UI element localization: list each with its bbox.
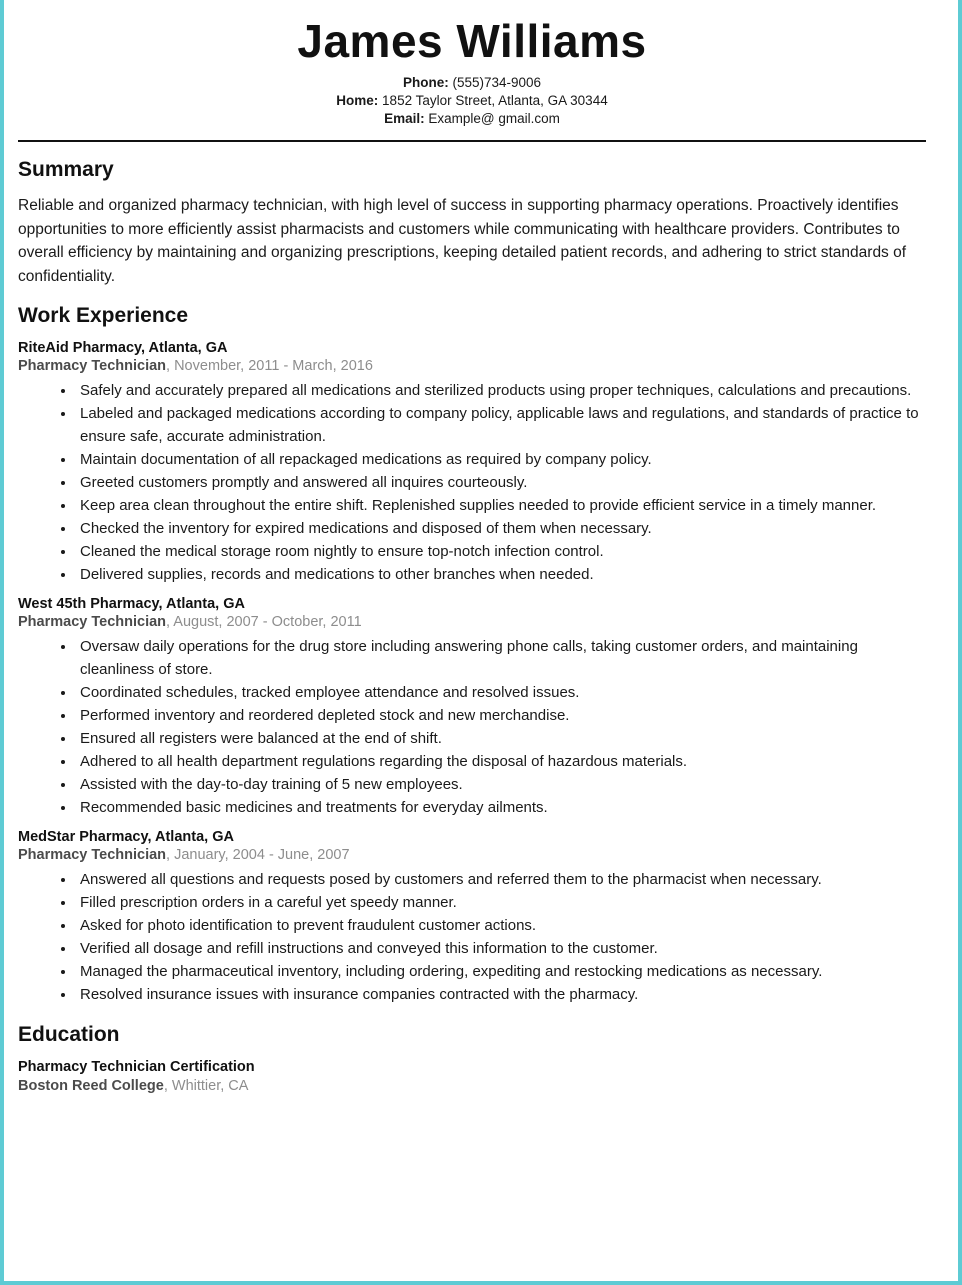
job-meta — [18, 358, 926, 374]
job-bullet: • Labeled and packaged medications according to company policy, applicable laws and regulations, and standards of practice to ensure safe, accurate administration. — [76, 403, 926, 448]
job-bullet: • Keep area clean throughout the entire shift. Replenished supplies needed to provide efficient service in a timely manner. — [76, 495, 926, 518]
job-bullet: • Maintain documentation of all repackaged medications as required by company policy. — [76, 449, 926, 472]
job-dates: , August, 2007 - October, 2011 — [166, 614, 362, 630]
job-meta — [18, 614, 926, 630]
section-title-summary: Summary — [18, 158, 114, 181]
section-title-work-experience: Work Experience — [18, 304, 189, 327]
summary-text: Reliable and organized pharmacy technician, with high level of success in supporting pharmacy operations. Proactively identifies opportunities to more efficiently assist pharmacists and customers while communicating with healthcare providers. Contributes to overall efficiency by maintaining and organizing prescriptions, keeping detailed patient records, and adhering to strict standards of confidentiality. — [18, 197, 907, 285]
education-school-line — [18, 1078, 926, 1094]
home-label: Home: — [336, 93, 379, 108]
job-role: Pharmacy Technician — [18, 614, 167, 630]
resume-content — [18, 0, 926, 1094]
job-bullet: • Cleaned the medical storage room nightly to ensure top-notch infection control. — [76, 541, 926, 564]
email-value: Example@ gmail.com — [424, 111, 560, 126]
job-meta — [18, 847, 926, 863]
phone-label: Phone: — [402, 75, 449, 90]
job-bullets — [18, 869, 926, 1007]
job-dates: , January, 2004 - June, 2007 — [166, 847, 350, 863]
education-credential: Pharmacy Technician Certification — [18, 1058, 255, 1075]
job-company: RiteAid Pharmacy, Atlanta, GA — [18, 340, 228, 356]
education-entry — [18, 1059, 926, 1094]
job-bullet: • Answered all questions and requests posed by customers and referred them to the pharmacist when necessary. — [76, 869, 926, 892]
job-bullet: • Filled prescription orders in a careful yet speedy manner. — [76, 892, 926, 915]
job-bullet: • Coordinated schedules, tracked employee attendance and resolved issues. — [76, 682, 926, 705]
job-dates: , November, 2011 - March, 2016 — [166, 358, 373, 374]
job-bullet: • Verified all dosage and refill instructions and conveyed this information to the customer. — [76, 938, 926, 961]
home-value: 1852 Taylor Street, Atlanta, GA 30344 — [378, 93, 608, 108]
right-accent-bar — [958, 0, 962, 1285]
job-bullet: • Resolved insurance issues with insurance companies contracted with the pharmacy. — [76, 984, 926, 1007]
job-bullet: • Ensured all registers were balanced at the end of shift. — [76, 728, 926, 751]
job-bullet: • Managed the pharmaceutical inventory, including ordering, expediting and restocking medications as necessary. — [76, 961, 926, 984]
job-bullet: • Adhered to all health department regulations regarding the disposal of hazardous materials. — [76, 751, 926, 774]
section-title-education: Education — [18, 1022, 120, 1046]
job-company: West 45th Pharmacy, Atlanta, GA — [18, 596, 245, 612]
contact-home — [18, 92, 926, 110]
job-role: Pharmacy Technician — [18, 847, 167, 863]
header-divider — [18, 140, 926, 142]
job-bullet: • Asked for photo identification to prevent fraudulent customer actions. — [76, 915, 926, 938]
bottom-accent-bar — [0, 1281, 962, 1285]
job-bullet: • Safely and accurately prepared all medications and sterilized products using proper techniques, calculations and precautions. — [76, 380, 926, 403]
job-bullet: • Checked the inventory for expired medications and disposed of them when necessary. — [76, 518, 926, 541]
job-entry — [18, 829, 926, 1007]
contact-email — [18, 110, 926, 128]
job-bullet: • Performed inventory and reordered depleted stock and new merchandise. — [76, 705, 926, 728]
education-school: Boston Reed College — [18, 1077, 164, 1094]
job-bullet: • Greeted customers promptly and answered all inquires courteously. — [76, 472, 926, 495]
job-bullet: • Recommended basic medicines and treatments for everyday ailments. — [76, 797, 926, 820]
contact-phone — [18, 74, 926, 92]
job-role: Pharmacy Technician — [18, 358, 167, 374]
job-bullet: • Oversaw daily operations for the drug store including answering phone calls, taking customer orders, and maintaining cleanliness of store. — [76, 636, 926, 681]
phone-value: (555)734-9006 — [448, 75, 542, 90]
candidate-name: James Williams — [297, 15, 647, 67]
job-bullet: • Assisted with the day-to-day training of 5 new employees. — [76, 774, 926, 797]
job-company: MedStar Pharmacy, Atlanta, GA — [18, 829, 234, 845]
job-bullets — [18, 636, 926, 819]
job-entry — [18, 340, 926, 586]
job-entry — [18, 596, 926, 819]
job-bullet: • Delivered supplies, records and medications to other branches when needed. — [76, 564, 926, 587]
email-label: Email: — [384, 111, 425, 126]
education-location: , Whittier, CA — [163, 1077, 249, 1094]
left-accent-bar — [0, 0, 4, 1285]
job-bullets — [18, 380, 926, 586]
